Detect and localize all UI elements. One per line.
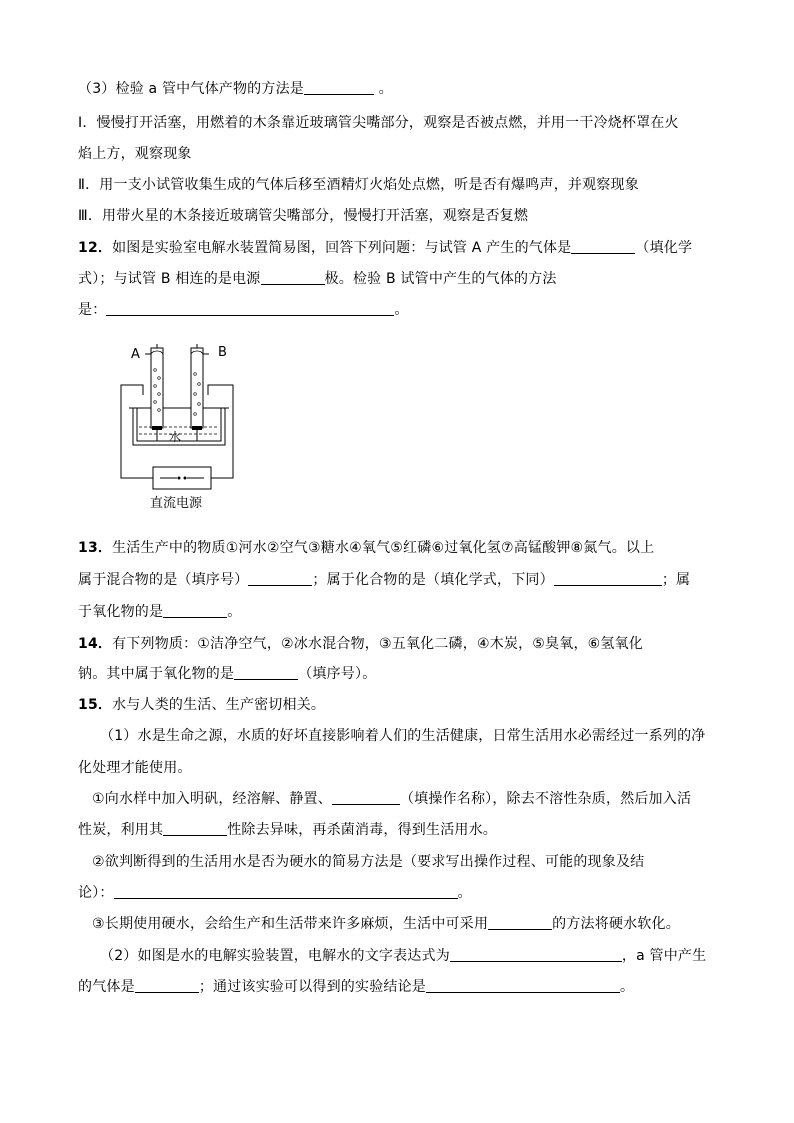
q15-blank-property[interactable] bbox=[163, 821, 227, 836]
q15-part2-line1 bbox=[100, 946, 706, 966]
q12-text-1a: 如图是实验室电解水装置简易图，回答下列问题：与试管 A 产生的气体是 bbox=[112, 240, 572, 256]
q15-blank-operation[interactable] bbox=[332, 790, 400, 805]
q15-step2-line2 bbox=[78, 883, 472, 903]
q15-step3-line bbox=[92, 914, 680, 934]
q13-line2 bbox=[78, 570, 690, 590]
q15-part2-text-d: ；通过该实验可以得到的实验结论是 bbox=[198, 979, 427, 995]
electrolysis-apparatus-drawing bbox=[115, 340, 245, 490]
q12-text-2a: 式）；与试管 B 相连的是电源 bbox=[78, 271, 261, 287]
q12-blank-method[interactable] bbox=[106, 301, 394, 316]
q11-part3-text: （3）检验 a 管中气体产物的方法是 bbox=[78, 81, 304, 97]
q15-step1-text-c: 性炭，利用其 bbox=[78, 822, 164, 838]
q15-part2-text-e: 。 bbox=[620, 979, 635, 995]
q13-blank-oxide[interactable] bbox=[163, 603, 227, 618]
q15-blank-hardwater-method[interactable] bbox=[114, 884, 458, 899]
q15-blank-softening[interactable] bbox=[488, 915, 552, 930]
q15-step2-text-c: 。 bbox=[457, 885, 472, 901]
q11-option-2: Ⅱ．用一支小试管收集生成的气体后移至酒精灯火焰处点燃，听是否有爆鸣声，并观察现象 bbox=[78, 177, 639, 193]
q15-step1-line1 bbox=[92, 789, 691, 809]
q11-option-1-line2: 焰上方，观察现象 bbox=[78, 146, 192, 162]
q12-text-2b: 极。检验 B 试管中产生的气体的方法 bbox=[324, 271, 557, 287]
q14-line1 bbox=[78, 634, 643, 654]
q11-option-3: Ⅲ．用带火星的木条接近玻璃管尖嘴部分，慢慢打开活塞，观察是否复燃 bbox=[78, 208, 529, 224]
q11-option-1-line1: Ⅰ．慢慢打开活塞，用燃着的木条靠近玻璃管尖嘴部分，观察是否被点燃，并用一干冷烧杯罩在火 bbox=[78, 115, 679, 131]
power-source-caption: 直流电源 bbox=[150, 496, 203, 511]
q13-text-1: 生活生产中的物质①河水②空气③糖水④氧气⑤红磷⑥过氧化氢⑦高锰酸钾⑧氮气。以上 bbox=[112, 540, 655, 556]
q13-number: 13． bbox=[78, 540, 113, 556]
q11-part3-line bbox=[78, 79, 393, 99]
q14-number: 14． bbox=[78, 636, 113, 652]
q13-blank-compound[interactable] bbox=[554, 571, 662, 586]
q15-number: 15． bbox=[78, 697, 113, 713]
q12-blank-gas-a[interactable] bbox=[571, 239, 635, 254]
q15-blank-conclusion[interactable] bbox=[426, 978, 620, 993]
q15-intro: 水与人类的生活、生产密切相关。 bbox=[112, 697, 326, 713]
q15-step1-text-b: （填操作名称），除去不溶性杂质，然后加入活 bbox=[399, 791, 692, 807]
q15-part2-text-b: ，a 管中产生 bbox=[621, 948, 707, 964]
q13-text-3b: 。 bbox=[227, 604, 242, 620]
q13-text-2c: ；属 bbox=[661, 572, 691, 588]
q15-part2-line2 bbox=[78, 977, 634, 997]
q15-part2-text-a: （2）如图是水的电解实验装置，电解水的文字表达式为 bbox=[100, 948, 450, 964]
q15-step2-text-b: 论）： bbox=[78, 885, 114, 901]
q13-blank-mixture[interactable] bbox=[248, 571, 312, 586]
q14-blank-oxide[interactable] bbox=[234, 665, 298, 680]
q13-text-2a: 属于混合物的是（填序号） bbox=[78, 572, 249, 588]
q15-part1-line1: （1）水是生命之源，水质的好坏直接影响着人们的生活健康，日常生活用水必需经过一系列的净 bbox=[100, 728, 706, 744]
q15-step1-text-d: 性除去异味，再杀菌消毒，得到生活用水。 bbox=[227, 822, 498, 838]
q12-line2 bbox=[78, 269, 557, 289]
q14-line2 bbox=[78, 664, 376, 684]
water-label: 水 bbox=[169, 430, 182, 444]
q14-text-2a: 钠。其中属于氧化物的是 bbox=[78, 666, 235, 682]
q15-part1-line2: 化处理才能使用。 bbox=[78, 760, 192, 776]
q12-line1 bbox=[78, 238, 692, 258]
q15-part2-text-c: 的气体是 bbox=[78, 979, 135, 995]
q12-blank-pole[interactable] bbox=[261, 270, 325, 285]
q15-step3-text-a: ③长期使用硬水，会给生产和生活带来许多麻烦，生活中可采用 bbox=[92, 916, 489, 932]
electrolysis-diagram bbox=[115, 340, 245, 515]
q12-line3 bbox=[78, 300, 409, 320]
tube-b-label: B bbox=[218, 345, 227, 360]
q11-part3-end: 。 bbox=[374, 81, 393, 97]
q15-step1-line2 bbox=[78, 820, 497, 840]
q14-text-2b: （填序号）。 bbox=[298, 666, 377, 682]
q12-text-3b: 。 bbox=[394, 302, 409, 318]
q13-line1 bbox=[78, 538, 654, 558]
q13-line3 bbox=[78, 602, 241, 622]
q12-text-1b: （填化学 bbox=[635, 240, 693, 256]
tube-a-label: A bbox=[131, 347, 140, 362]
q15-blank-expression[interactable] bbox=[450, 947, 622, 962]
q14-text-1: 有下列物质：①洁净空气，②冰水混合物，③五氧化二磷，④木炭，⑤臭氧，⑥氢氧化 bbox=[112, 636, 643, 652]
q13-text-2b: ；属于化合物的是（填化学式，下同） bbox=[312, 572, 554, 588]
q15-step1-text-a: ①向水样中加入明矾，经溶解、静置、 bbox=[92, 791, 332, 807]
q13-text-3a: 于氧化物的是 bbox=[78, 604, 164, 620]
q12-text-3a: 是： bbox=[78, 302, 107, 318]
q15-step2-line1: ②欲判断得到的生活用水是否为硬水的简易方法是（要求写出操作过程、可能的现象及结 bbox=[92, 854, 645, 870]
q15-intro-line bbox=[78, 695, 325, 715]
q15-step3-text-b: 的方法将硬水软化。 bbox=[552, 916, 680, 932]
q12-number: 12． bbox=[78, 240, 113, 256]
q11-answer-blank[interactable] bbox=[304, 80, 374, 95]
q15-blank-gas-a[interactable] bbox=[135, 978, 199, 993]
